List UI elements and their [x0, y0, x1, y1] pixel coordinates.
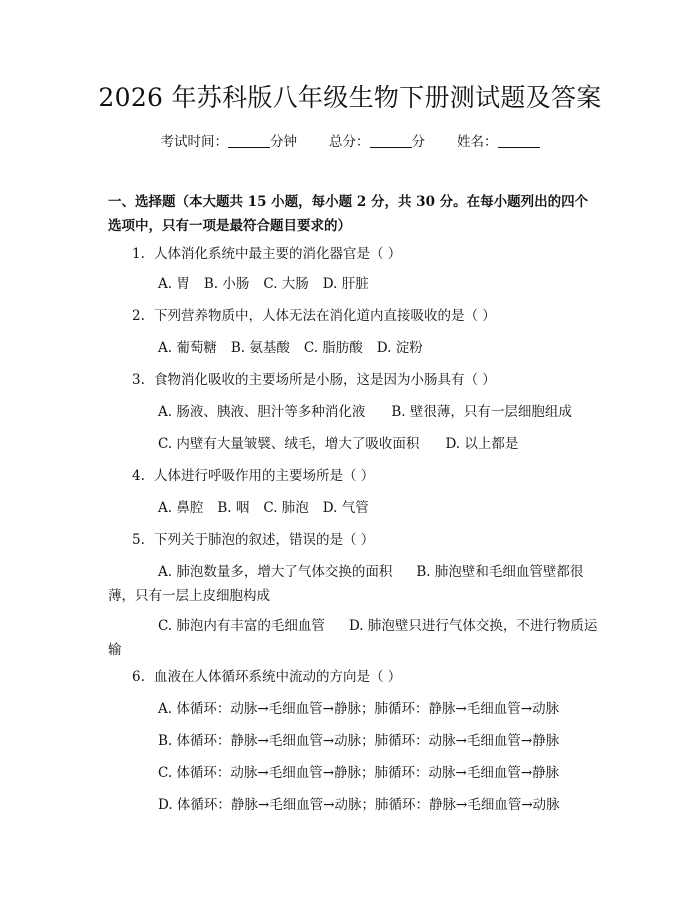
question-6-option-b	[108, 729, 598, 753]
question-5	[108, 528, 598, 552]
option-b[interactable]: B. 咽	[217, 500, 250, 516]
question-number: 5.	[132, 532, 145, 548]
exam-meta	[0, 132, 700, 152]
score-label: 总分：	[329, 134, 370, 150]
option-a[interactable]: A. 胃	[158, 276, 190, 292]
name-label: 姓名：	[457, 134, 498, 150]
question-2-options	[108, 336, 598, 360]
question-1-options	[108, 272, 598, 296]
option-d[interactable]: D. 肝脏	[322, 276, 369, 292]
time-blank[interactable]	[228, 133, 270, 148]
time-unit: 分钟	[270, 134, 297, 150]
option-d[interactable]: D. 以上都是	[445, 436, 519, 452]
question-text: 下列营养物质中，人体无法在消化道内直接吸收的是（ ）	[154, 308, 496, 324]
question-text: 食物消化吸收的主要场所是小肠，这是因为小肠具有（ ）	[154, 372, 496, 388]
option-c[interactable]: C. 大肠	[263, 276, 309, 292]
option-a[interactable]: A. 葡萄糖	[158, 340, 217, 356]
score-blank[interactable]	[370, 133, 412, 148]
option-c[interactable]: C. 肺泡	[263, 500, 309, 516]
question-4-options	[108, 496, 598, 520]
option-a[interactable]: A. 鼻腔	[158, 500, 204, 516]
question-text: 下列关于肺泡的叙述，错误的是（ ）	[154, 532, 375, 548]
question-3	[108, 368, 598, 392]
option-c[interactable]: C. 肺泡内有丰富的毛细血管	[158, 618, 325, 634]
question-number: 2.	[132, 308, 145, 324]
question-6	[108, 665, 598, 689]
option-d[interactable]: D. 体循环：静脉→毛细血管→动脉；肺循环：静脉→毛细血管→动脉	[158, 797, 560, 813]
question-5-options-row1	[108, 560, 608, 608]
page-title: 2026 年苏科版八年级生物下册测试题及答案	[98, 83, 602, 112]
option-d[interactable]: D. 肺泡壁只进行气体交换，不进行物质运输	[108, 618, 598, 658]
option-a[interactable]: A. 体循环：动脉→毛细血管→静脉；肺循环：静脉→毛细血管→动脉	[158, 701, 560, 717]
section-heading: 一、选择题（本大题共 15 小题，每小题 2 分，共 30 分。在每小题列出的四个选项中，只有一项是最符合题目要求的）	[108, 194, 589, 234]
name-blank[interactable]	[498, 133, 540, 148]
question-number: 6.	[132, 669, 145, 685]
option-b[interactable]: B. 体循环：静脉→毛细血管→动脉；肺循环：动脉→毛细血管→静脉	[158, 733, 560, 749]
score-unit: 分	[411, 134, 425, 150]
option-c[interactable]: C. 脂肪酸	[303, 340, 363, 356]
option-c[interactable]: C. 内壁有大量皱襞、绒毛，增大了吸收面积	[158, 436, 420, 452]
question-text: 血液在人体循环系统中流动的方向是（ ）	[154, 669, 402, 685]
question-6-option-d	[108, 793, 598, 817]
question-6-option-c	[108, 761, 598, 785]
question-3-options-row2	[108, 432, 598, 456]
question-4	[108, 464, 598, 488]
question-2	[108, 304, 598, 328]
question-3-options-row1	[108, 400, 598, 424]
option-a[interactable]: A. 肺泡数量多，增大了气体交换的面积	[158, 564, 393, 580]
option-a[interactable]: A. 肠液、胰液、胆汁等多种消化液	[158, 404, 366, 420]
question-number: 1.	[132, 246, 145, 262]
option-b[interactable]: B. 氨基酸	[230, 340, 290, 356]
question-5-options-row2	[108, 614, 608, 662]
option-b[interactable]: B. 小肠	[203, 276, 250, 292]
question-text: 人体进行呼吸作用的主要场所是（ ）	[154, 468, 375, 484]
option-c[interactable]: C. 体循环：动脉→毛细血管→静脉；肺循环：动脉→毛细血管→静脉	[158, 765, 560, 781]
option-b[interactable]: B. 肺泡壁和毛细血管壁都很薄，只有一层上皮细胞构成	[108, 564, 584, 604]
option-d[interactable]: D. 淀粉	[376, 340, 423, 356]
question-text: 人体消化系统中最主要的消化器官是（ ）	[154, 246, 402, 262]
question-1	[108, 242, 598, 266]
option-d[interactable]: D. 气管	[322, 500, 369, 516]
question-6-option-a	[108, 697, 598, 721]
time-label: 考试时间：	[160, 134, 228, 150]
question-number: 3.	[132, 372, 145, 388]
question-number: 4.	[132, 468, 145, 484]
option-b[interactable]: B. 壁很薄，只有一层细胞组成	[391, 404, 572, 420]
